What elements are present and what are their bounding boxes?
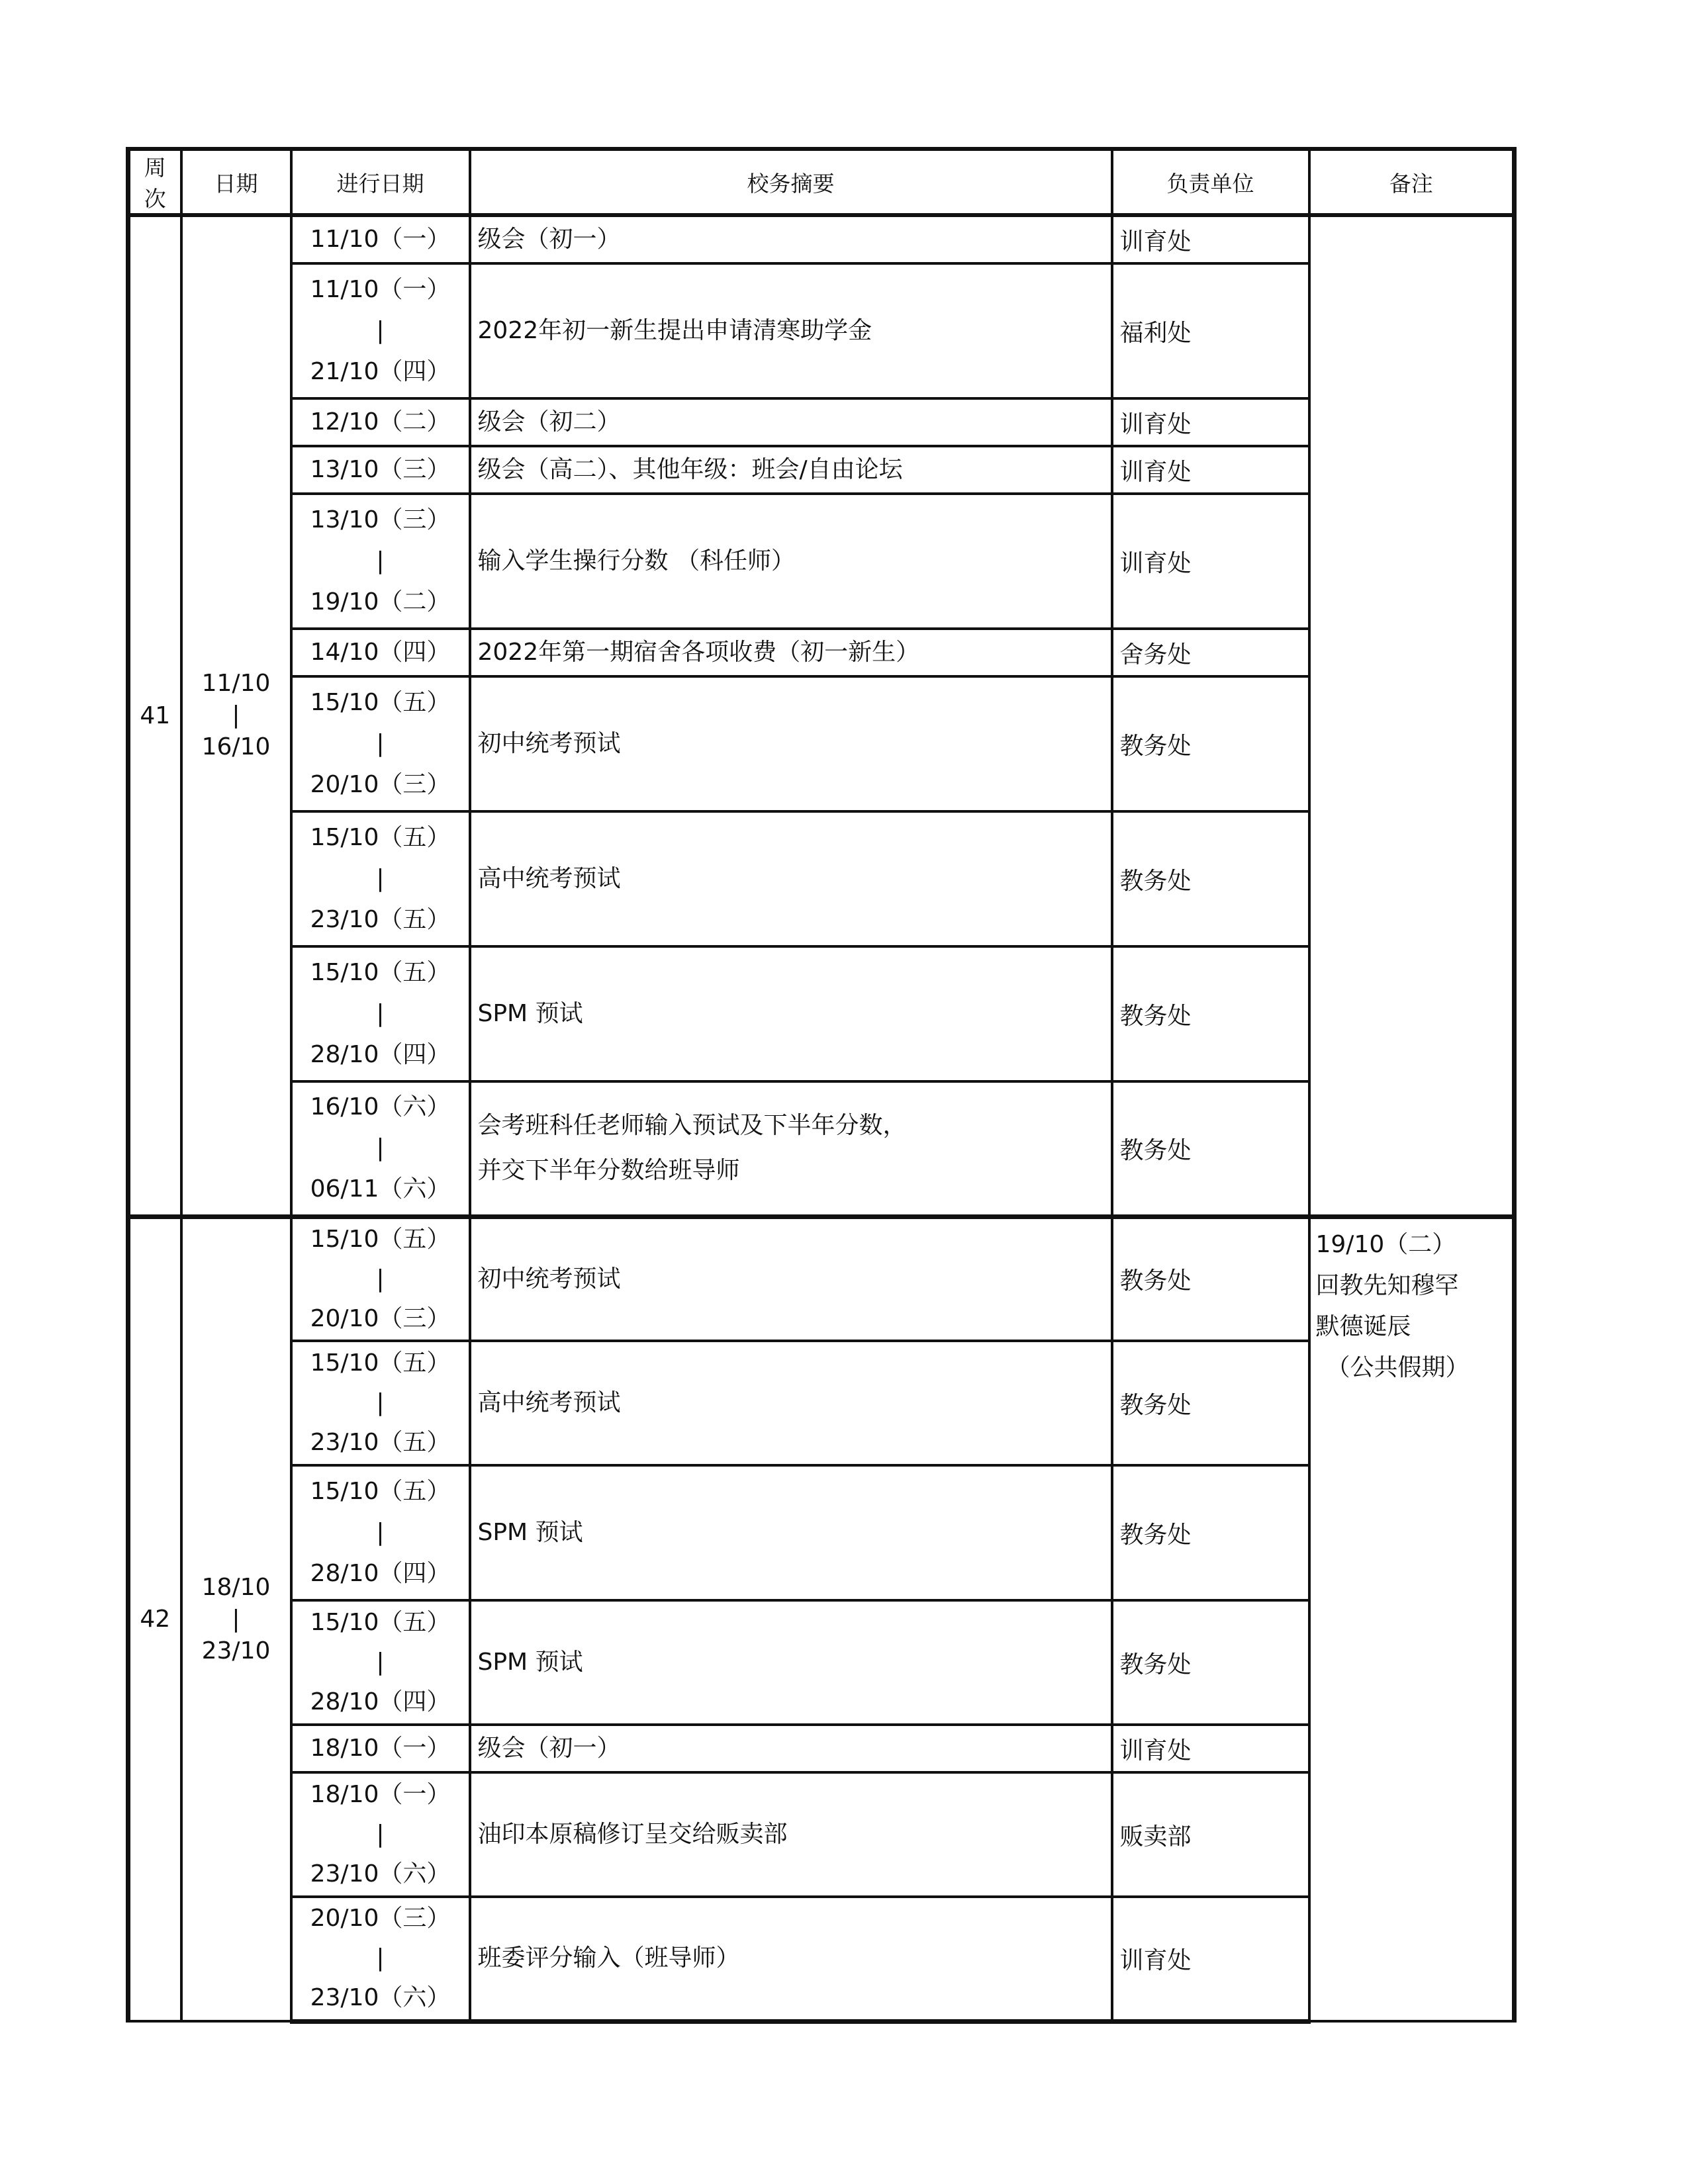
table-row <box>128 1600 1515 1725</box>
responsible-unit: 福利处 <box>1112 263 1309 398</box>
summary-line: 输入学生操行分数 （科任师） <box>477 547 795 574</box>
date-separator: | <box>232 702 240 729</box>
summary-line: SPM 预试 <box>477 1649 583 1676</box>
progress-date <box>291 1725 470 1772</box>
range-date: 15/10（五） <box>310 1478 451 1505</box>
range-date: 14/10（四） <box>310 639 451 666</box>
date-value: 11/10 <box>201 670 271 698</box>
range-separator: | <box>376 1649 385 1676</box>
range-date: 15/10（五） <box>310 689 451 716</box>
range-date: 20/10（三） <box>310 1304 451 1332</box>
remark-line: 19/10（二） <box>1315 1230 1456 1258</box>
week-date-range <box>181 1216 291 2021</box>
task-summary <box>470 398 1112 446</box>
progress-date <box>291 1216 470 1341</box>
summary-line: 级会（初二） <box>477 408 621 435</box>
summary-line: 级会（初一） <box>477 226 621 253</box>
table-row <box>128 1341 1515 1465</box>
progress-date <box>291 1081 470 1216</box>
table-row <box>128 1897 1515 2021</box>
table-row <box>128 1772 1515 1897</box>
task-summary <box>470 676 1112 811</box>
range-date: 23/10（五） <box>310 1429 451 1456</box>
summary-line: 级会（高二）、其他年级：班会/自由论坛 <box>477 456 903 483</box>
remark <box>1309 215 1515 1216</box>
progress-date <box>291 1897 470 2021</box>
table-row <box>128 1725 1515 1772</box>
task-summary <box>470 215 1112 263</box>
responsible-unit: 教务处 <box>1112 676 1309 811</box>
range-date: 12/10（二） <box>310 408 451 435</box>
table-row <box>128 629 1515 676</box>
table-row <box>128 1465 1515 1600</box>
task-summary <box>470 1600 1112 1725</box>
task-summary <box>470 1081 1112 1216</box>
progress-date <box>291 494 470 629</box>
range-separator: | <box>376 1134 385 1162</box>
responsible-unit: 训育处 <box>1112 398 1309 446</box>
task-summary <box>470 446 1112 494</box>
range-separator: | <box>376 1944 385 1972</box>
summary-line: 高中统考预试 <box>477 1389 621 1416</box>
header-summary: 校务摘要 <box>470 149 1112 215</box>
responsible-unit: 教务处 <box>1112 1341 1309 1465</box>
range-date: 28/10（四） <box>310 1688 451 1715</box>
summary-line: 2022年初一新生提出申请清寒助学金 <box>477 317 872 344</box>
range-date: 20/10（三） <box>310 1905 451 1933</box>
range-date: 16/10（六） <box>310 1093 451 1121</box>
range-separator: | <box>376 1821 385 1848</box>
remark-line: 回教先知穆罕 <box>1315 1271 1459 1299</box>
summary-line: 初中统考预试 <box>477 1265 621 1293</box>
progress-date <box>291 1772 470 1897</box>
range-date: 15/10（五） <box>310 824 451 851</box>
range-date: 21/10（四） <box>310 358 451 385</box>
range-date: 06/11（六） <box>310 1175 451 1203</box>
header-remark: 备注 <box>1309 149 1515 215</box>
summary-line: SPM 预试 <box>477 1519 583 1546</box>
range-date: 15/10（五） <box>310 959 451 986</box>
table-row <box>128 946 1515 1081</box>
responsible-unit: 教务处 <box>1112 1600 1309 1725</box>
responsible-unit: 教务处 <box>1112 1081 1309 1216</box>
table-row <box>128 1081 1515 1216</box>
responsible-unit: 训育处 <box>1112 1897 1309 2021</box>
range-date: 15/10（五） <box>310 1349 451 1377</box>
week-number: 42 <box>128 1216 181 2021</box>
summary-line: 2022年第一期宿舍各项收费（初一新生） <box>477 639 920 666</box>
progress-date <box>291 946 470 1081</box>
responsible-unit: 教务处 <box>1112 1465 1309 1600</box>
table-row <box>128 811 1515 946</box>
responsible-unit: 训育处 <box>1112 446 1309 494</box>
header-row <box>128 149 1515 215</box>
task-summary <box>470 1341 1112 1465</box>
responsible-unit: 训育处 <box>1112 215 1309 263</box>
table-row <box>128 398 1515 446</box>
progress-date <box>291 398 470 446</box>
remark-line: （公共假期） <box>1326 1353 1470 1381</box>
task-summary <box>470 811 1112 946</box>
remark-line: 默德诞辰 <box>1315 1312 1411 1340</box>
progress-date <box>291 676 470 811</box>
responsible-unit: 教务处 <box>1112 1216 1309 1341</box>
range-date: 28/10（四） <box>310 1041 451 1068</box>
progress-date <box>291 263 470 398</box>
range-separator: | <box>376 547 385 574</box>
progress-date <box>291 629 470 676</box>
responsible-unit: 训育处 <box>1112 494 1309 629</box>
progress-date <box>291 1341 470 1465</box>
responsible-unit: 教务处 <box>1112 811 1309 946</box>
header-date: 日期 <box>181 149 291 215</box>
range-date: 19/10（二） <box>310 588 451 615</box>
range-date: 28/10（四） <box>310 1560 451 1587</box>
responsible-unit: 教务处 <box>1112 946 1309 1081</box>
range-separator: | <box>376 730 385 757</box>
summary-line: 班委评分输入（班导师） <box>477 1944 740 1972</box>
task-summary <box>470 1897 1112 2021</box>
range-date: 18/10（一） <box>310 1735 451 1762</box>
header-progress-date: 进行日期 <box>291 149 470 215</box>
week-date-range <box>181 215 291 1216</box>
summary-line: 油印本原稿修订呈交给贩卖部 <box>477 1821 788 1848</box>
responsible-unit: 舍务处 <box>1112 629 1309 676</box>
schedule-body <box>128 215 1515 2021</box>
progress-date <box>291 1465 470 1600</box>
progress-date <box>291 811 470 946</box>
range-date: 23/10（六） <box>310 1984 451 2012</box>
schedule-sheet <box>126 147 1517 2024</box>
range-date: 18/10（一） <box>310 1781 451 1808</box>
summary-line: 高中统考预试 <box>477 865 621 892</box>
range-date: 11/10（一） <box>310 276 451 303</box>
table-row <box>128 263 1515 398</box>
summary-line: 级会（初一） <box>477 1735 621 1762</box>
date-value: 23/10 <box>201 1637 271 1664</box>
task-summary <box>470 494 1112 629</box>
range-separator: | <box>376 317 385 344</box>
range-date: 15/10（五） <box>310 1225 451 1253</box>
week-number: 41 <box>128 215 181 1216</box>
table-row <box>128 1216 1515 1341</box>
summary-line: SPM 预试 <box>477 1000 583 1027</box>
header-week: 周次 <box>128 149 181 215</box>
range-separator: | <box>376 1389 385 1416</box>
date-separator: | <box>232 1605 240 1633</box>
range-separator: | <box>376 1265 385 1293</box>
task-summary <box>470 1772 1112 1897</box>
range-date: 23/10（六） <box>310 1860 451 1888</box>
range-date: 15/10（五） <box>310 1609 451 1636</box>
range-date: 13/10（三） <box>310 506 451 533</box>
progress-date <box>291 446 470 494</box>
remark <box>1309 1216 1515 2021</box>
range-separator: | <box>376 865 385 892</box>
date-value: 18/10 <box>201 1573 271 1601</box>
table-row <box>128 215 1515 263</box>
summary-line: 初中统考预试 <box>477 730 621 757</box>
table-row <box>128 446 1515 494</box>
responsible-unit: 贩卖部 <box>1112 1772 1309 1897</box>
task-summary <box>470 263 1112 398</box>
date-value: 16/10 <box>201 733 271 761</box>
task-summary <box>470 629 1112 676</box>
range-separator: | <box>376 1000 385 1027</box>
task-summary <box>470 1216 1112 1341</box>
range-date: 11/10（一） <box>310 226 451 253</box>
table-row <box>128 676 1515 811</box>
summary-line: 会考班科任老师输入预试及下半年分数， <box>477 1112 907 1140</box>
task-summary <box>470 946 1112 1081</box>
responsible-unit: 训育处 <box>1112 1725 1309 1772</box>
task-summary <box>470 1465 1112 1600</box>
range-date: 20/10（三） <box>310 771 451 798</box>
range-separator: | <box>376 1519 385 1546</box>
progress-date <box>291 1600 470 1725</box>
schedule-table <box>126 147 1517 2024</box>
range-date: 13/10（三） <box>310 456 451 483</box>
summary-line: 并交下半年分数给班导师 <box>477 1157 740 1185</box>
header-unit: 负责单位 <box>1112 149 1309 215</box>
progress-date <box>291 215 470 263</box>
task-summary <box>470 1725 1112 1772</box>
range-date: 23/10（五） <box>310 906 451 933</box>
table-row <box>128 494 1515 629</box>
